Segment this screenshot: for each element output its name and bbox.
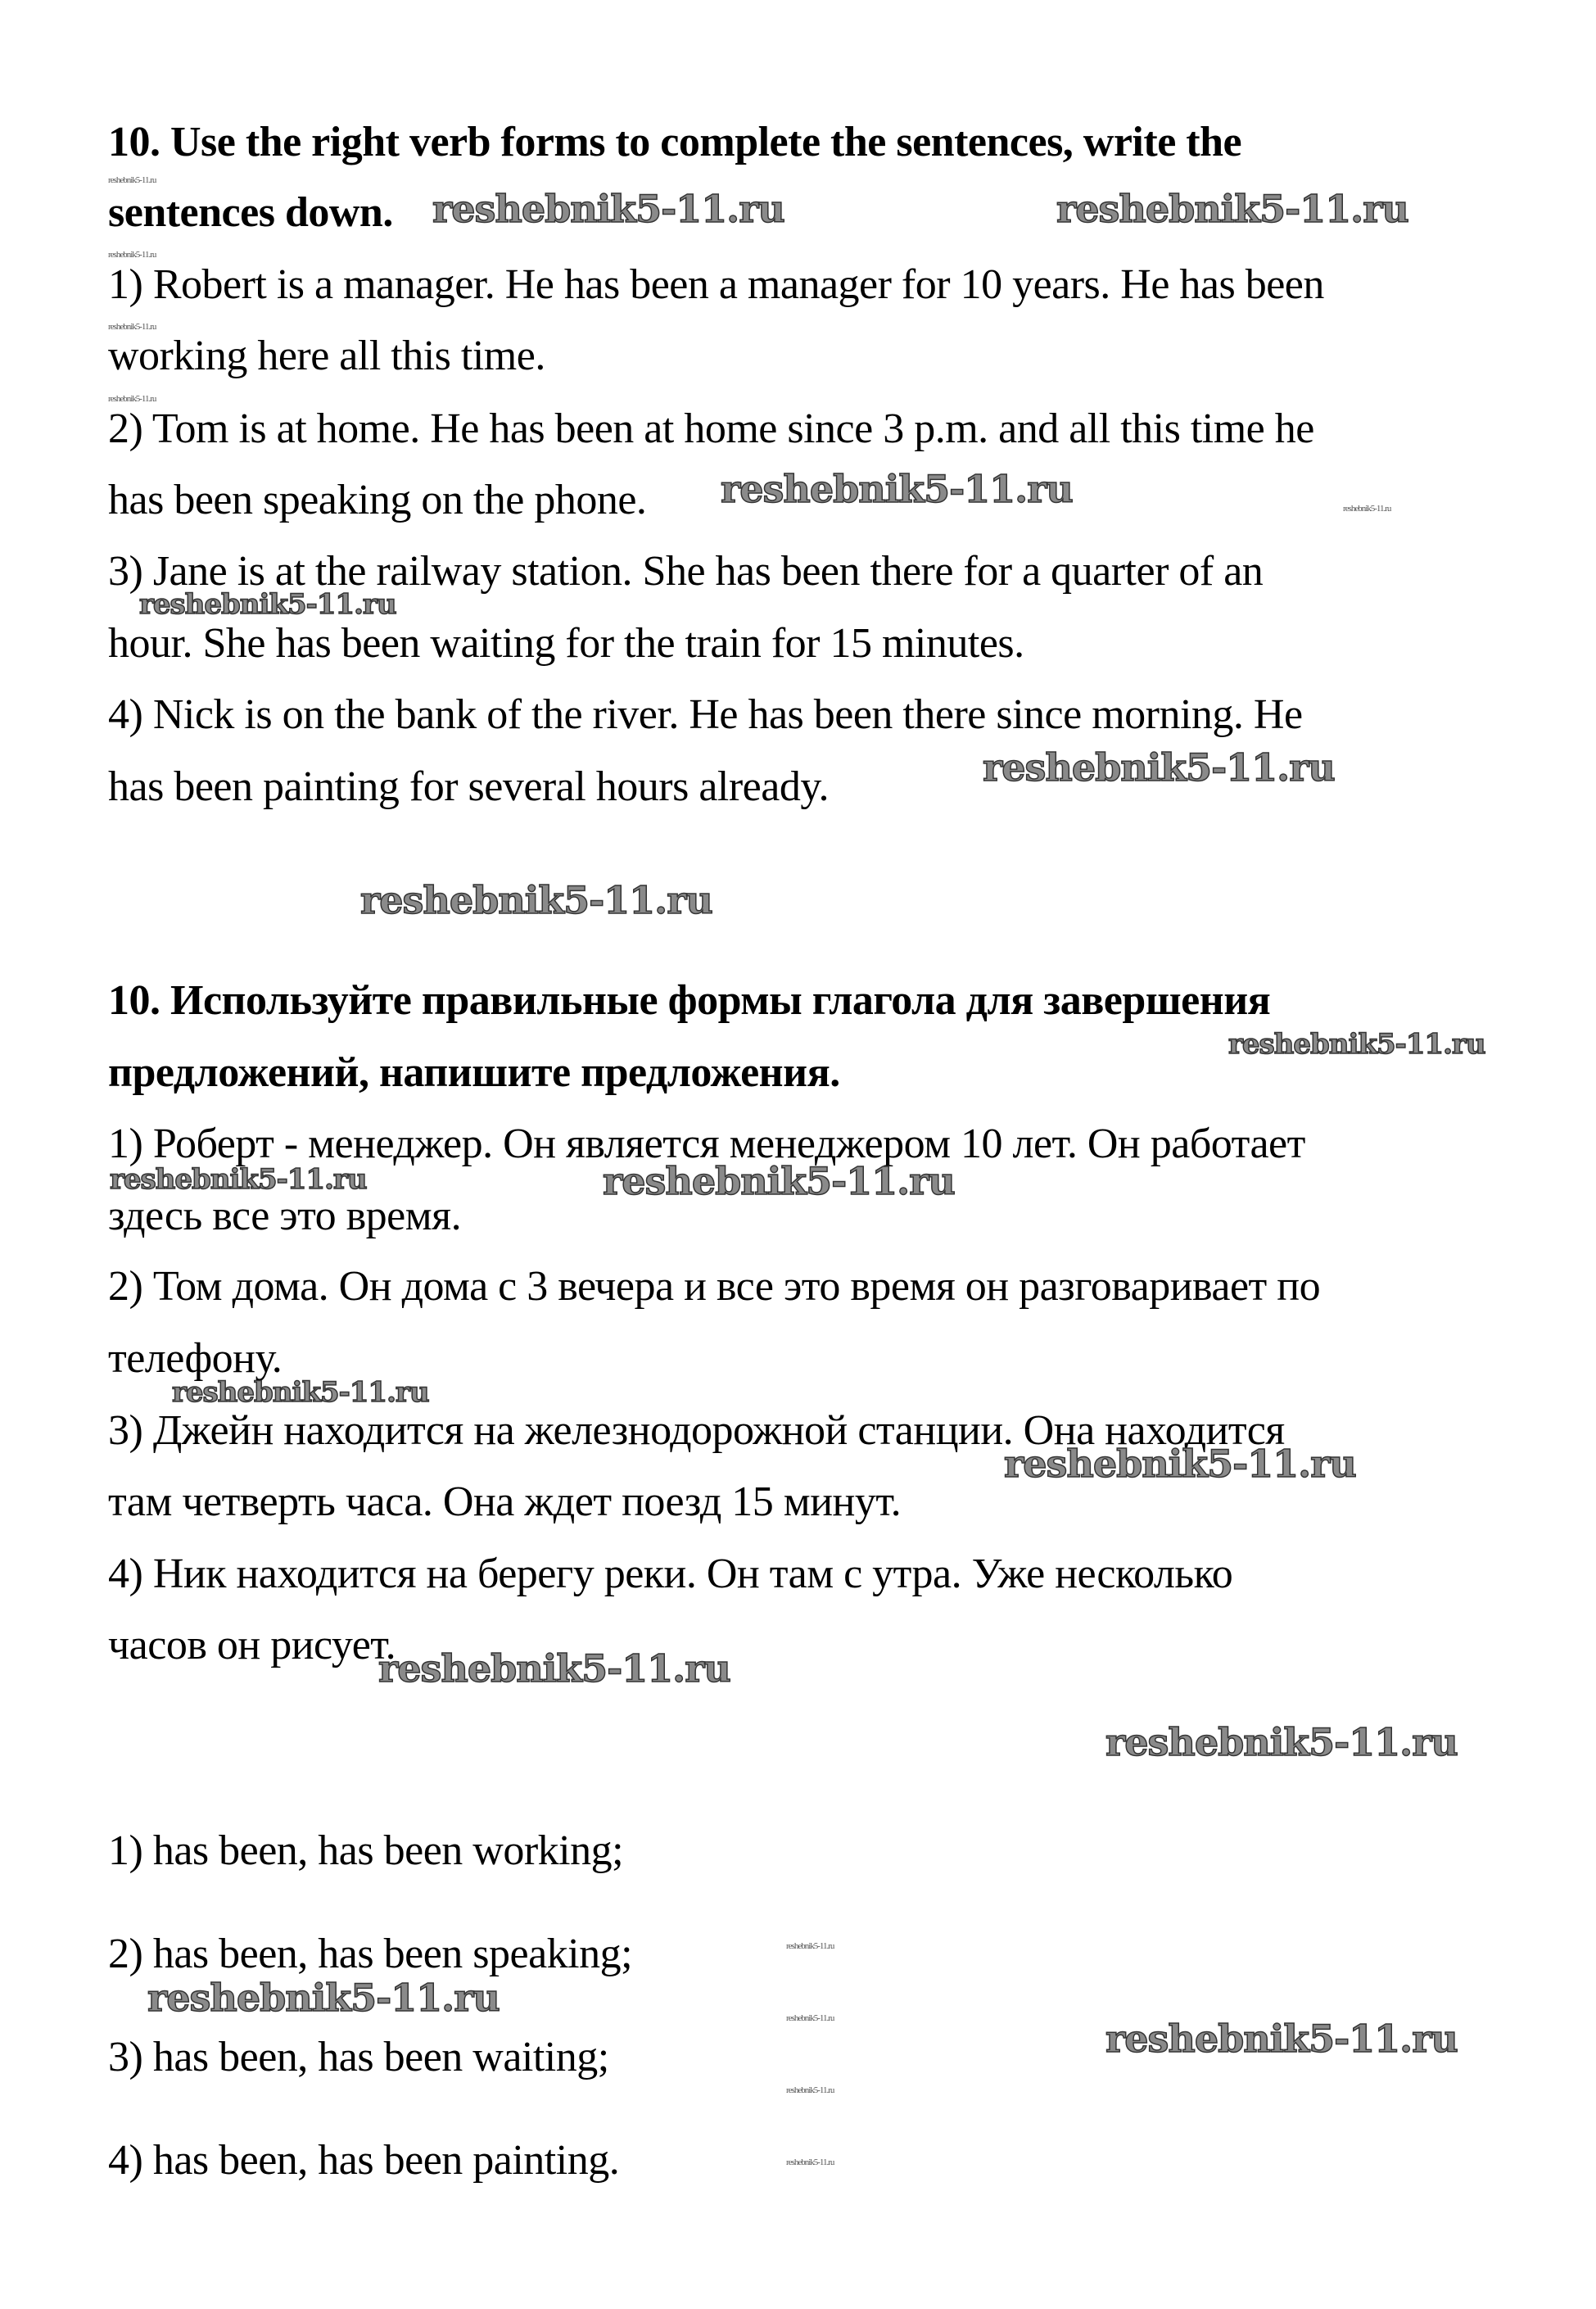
watermark: reshebnik5-11.ru (983, 745, 1335, 790)
sentence-ru-4-line1: 4) Ник находится на берегу реки. Он там с утра. Уже несколько (108, 1551, 1233, 1597)
watermark-small: reshebnik5-11.ru (108, 175, 156, 185)
sentence-ru-3-line2: там четверть часа. Она ждет поезд 15 минут. (108, 1478, 902, 1525)
sentence-en-2-line1: 2) Tom is at home. He has been at home since 3 p.m. and all this time he (108, 405, 1314, 452)
sentence-en-3-line1: 3) Jane is at the railway station. She has been there for a quarter of an (108, 548, 1264, 595)
watermark: reshebnik5-11.ru (432, 187, 784, 231)
task-heading-en-line1: 10. Use the right verb forms to complete the sentences, write the (108, 119, 1242, 165)
sentence-ru-4-line2: часов он рисует. (108, 1622, 396, 1668)
answer-2: 2) has been, has been speaking; (108, 1931, 633, 1977)
sentence-ru-2-line2: телефону. (108, 1335, 283, 1382)
sentence-ru-2-line1: 2) Том дома. Он дома с 3 вечера и все это время он разговаривает по (108, 1263, 1321, 1310)
watermark-small: reshebnik5-11.ru (786, 2157, 834, 2167)
sentence-en-3-line2: hour. She has been waiting for the train for 15 minutes. (108, 620, 1024, 667)
watermark: reshebnik5-11.ru (147, 1976, 500, 2020)
watermark: reshebnik5-11.ru (139, 588, 396, 621)
watermark: reshebnik5-11.ru (378, 1646, 730, 1691)
watermark-small: reshebnik5-11.ru (786, 2013, 834, 2023)
sentence-ru-1-line1: 1) Роберт - менеджер. Он является менеджером 10 лет. Он работает (108, 1121, 1305, 1167)
sentence-en-2-line2: has been speaking on the phone. (108, 477, 647, 523)
sentence-ru-3-line1: 3) Джейн находится на железнодорожной станции. Она находится (108, 1407, 1285, 1454)
answer-4: 4) has been, has been painting. (108, 2137, 620, 2184)
sentence-en-4-line1: 4) Nick is on the bank of the river. He has been there since morning. He (108, 691, 1303, 738)
sentence-en-1-line2: working here all this time. (108, 333, 545, 379)
watermark: reshebnik5-11.ru (110, 1163, 367, 1196)
sentence-ru-1-line2: здесь все это время. (108, 1193, 462, 1239)
watermark: reshebnik5-11.ru (721, 467, 1073, 511)
watermark: reshebnik5-11.ru (172, 1376, 429, 1409)
watermark: reshebnik5-11.ru (1105, 1720, 1458, 1764)
task-heading-en-line2: sentences down. (108, 189, 393, 236)
watermark: reshebnik5-11.ru (360, 878, 712, 922)
sentence-en-1-line1: 1) Robert is a manager. He has been a manager for 10 years. He has been (108, 261, 1324, 308)
watermark-small: reshebnik5-11.ru (786, 2085, 834, 2095)
task-heading-ru-line2: предложений, напишите предложения. (108, 1049, 840, 1096)
watermark: reshebnik5-11.ru (1056, 187, 1408, 231)
sentence-en-4-line2: has been painting for several hours already. (108, 763, 829, 810)
watermark: reshebnik5-11.ru (1004, 1442, 1356, 1486)
watermark-small: reshebnik5-11.ru (108, 394, 156, 404)
watermark-small: reshebnik5-11.ru (1343, 504, 1391, 514)
answer-3: 3) has been, has been waiting; (108, 2034, 609, 2080)
answer-1: 1) has been, has been working; (108, 1827, 624, 1874)
watermark-small: reshebnik5-11.ru (786, 1941, 834, 1951)
task-heading-ru-line1: 10. Используйте правильные формы глагола для завершения (108, 977, 1271, 1024)
watermark: reshebnik5-11.ru (603, 1159, 955, 1203)
watermark-small: reshebnik5-11.ru (108, 250, 156, 260)
watermark: reshebnik5-11.ru (1228, 1028, 1485, 1061)
watermark: reshebnik5-11.ru (1105, 2017, 1458, 2061)
watermark-small: reshebnik5-11.ru (108, 322, 156, 332)
